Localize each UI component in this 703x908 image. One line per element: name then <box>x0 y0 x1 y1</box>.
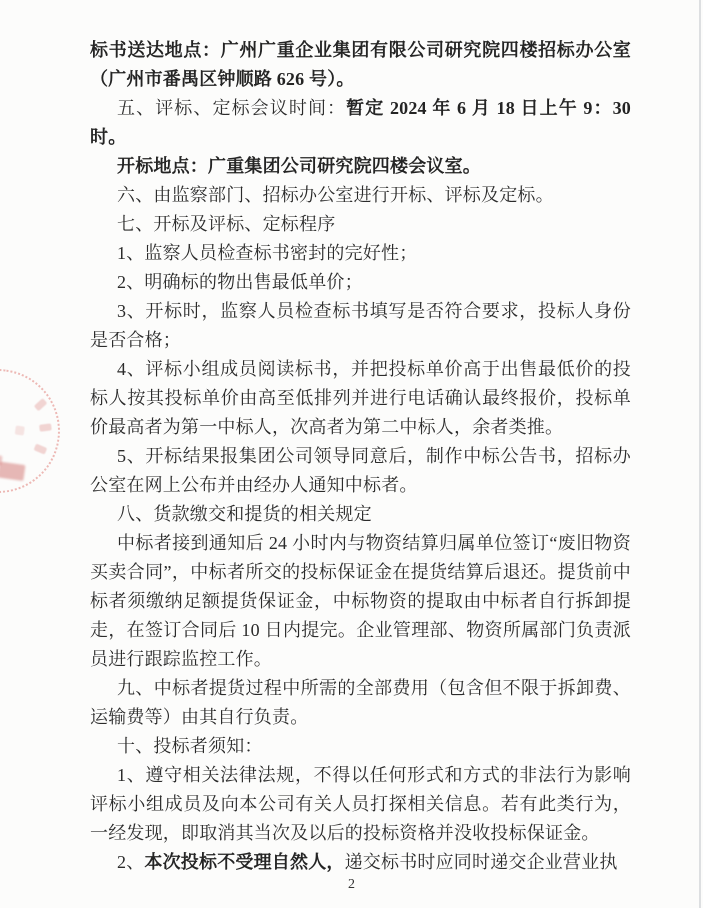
paragraph <box>90 355 631 442</box>
text-run: 五、评标、定标会议时间： <box>117 98 347 118</box>
text-run: 4、评标小组成员阅读标书，并把投标单价高于出售最低价的投标人按其投标单价由高至低排列并进行电话确认最终报价，投标单价最高者为第一中标人，次高者为第二中标人，余者类推。 <box>90 359 631 437</box>
paragraph <box>90 848 631 877</box>
scan-edge-line <box>699 0 701 908</box>
text-run: 3、开标时，监察人员检查标书填写是否符合要求，投标人身份是否合格； <box>90 301 631 350</box>
text-run: 六、由监察部门、招标办公室进行开标、评标及定标。 <box>117 185 554 205</box>
paragraph <box>90 442 631 500</box>
text-run: 十、投标者须知： <box>117 736 263 756</box>
text-run: 九、中标者提货过程中所需的全部费用（包含但不限于拆卸费、运输费等）由其自行负责。 <box>90 678 631 727</box>
text-run: 2、 <box>117 852 145 872</box>
bold-text-run: 标书送达地点：广州广重企业集团有限公司研究院四楼招标办公室（广州市番禺区钟顺路 626 号）。 <box>90 40 631 89</box>
text-run: 1、遵守相关法律法规，不得以任何形式和方式的非法行为影响评标小组成员及向本公司有关人员打探相关信息。若有此类行为，一经发现，即取消其当次及以后的投标资格并没收投标保证金。 <box>90 765 631 843</box>
text-run: 八、货款缴交和提货的相关规定 <box>117 504 372 524</box>
paragraph <box>90 761 631 848</box>
paragraph <box>90 500 631 529</box>
text-run: 中标者接到通知后 24 小时内与物资结算归属单位签订“废旧物资买卖合同”，中标者所交的投标保证金在提货结算后退还。提货前中标者须缴纳足额提货保证金，中标物资的提取由中标者自行拆卸提走，在签订合同后 10 日内提完。企业管理部、物资所属部门负责派员进行跟踪监控工作。 <box>90 533 631 669</box>
text-run: 5、开标结果报集团公司领导同意后，制作中标公告书，招标办公室在网上公布并由经办人通知中标者。 <box>90 446 631 495</box>
bold-text-run: 暂定 2024 年 6 月 18 日上午 9：30 时。 <box>90 98 631 147</box>
paragraph <box>90 732 631 761</box>
paragraph <box>90 239 631 268</box>
bold-text-run: 开标地点：广重集团公司研究院四楼会议室。 <box>117 156 481 176</box>
text-run: 七、开标及评标、定标程序 <box>117 214 336 234</box>
paragraph <box>90 152 631 181</box>
paragraph <box>90 529 631 674</box>
text-run: 递交标书时应同时递交企业营业执 <box>344 852 618 872</box>
paragraph <box>90 674 631 732</box>
bold-text-run: 本次投标不受理自然人， <box>144 852 345 872</box>
paragraph <box>90 268 631 297</box>
paragraph <box>90 181 631 210</box>
text-run: 1、监察人员检查标书密封的完好性； <box>117 243 418 263</box>
paragraph <box>90 36 631 94</box>
paragraph <box>90 297 631 355</box>
paragraph <box>90 94 631 152</box>
paragraph <box>90 210 631 239</box>
text-run: 2、明确标的物出售最低单价； <box>117 272 363 292</box>
page-number: 2 <box>348 877 355 892</box>
